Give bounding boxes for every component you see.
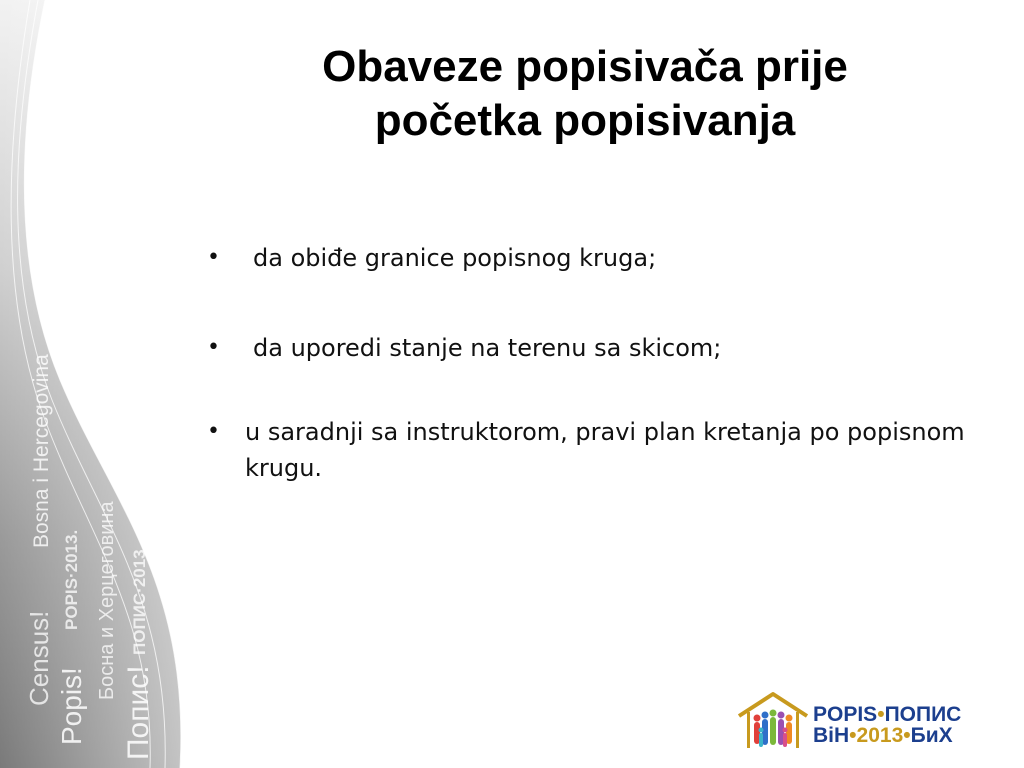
- logo-separator: •: [877, 703, 885, 726]
- side-text-census: Census!: [24, 610, 54, 706]
- slide-title-line-1: Obaveze popisivača prije: [322, 42, 848, 91]
- logo-text: [813, 704, 961, 746]
- logo-separator: •: [849, 724, 857, 747]
- logo-bih-latin: BiH: [813, 724, 850, 747]
- bullet-marker: •: [207, 245, 220, 270]
- side-text-bosna-i-hercegovina: Bosna i Hercegovina: [30, 354, 53, 548]
- logo-separator: •: [903, 724, 911, 747]
- bullet-item: [205, 240, 965, 276]
- slide-title: [200, 40, 970, 148]
- side-text-popis-2013: POPIS·2013.: [62, 529, 81, 630]
- side-text-popis-cyrillic: Попис!: [122, 665, 155, 760]
- census-logo: [735, 688, 985, 758]
- house-people-icon: [735, 688, 811, 758]
- logo-line-1: [813, 704, 961, 725]
- bullet-marker: •: [207, 419, 220, 444]
- side-text-popis: Popis!: [56, 667, 87, 745]
- side-text-bosna-i-hercegovina-cyrillic: Босна и Херцеговина: [96, 501, 118, 700]
- logo-popis-latin: POPIS: [813, 703, 878, 726]
- logo-popis-cyrillic: ПОПИС: [884, 703, 962, 726]
- bullet-text: da obiđe granice popisnog kruga;: [253, 244, 657, 272]
- bullet-item: [205, 330, 965, 366]
- bullet-text: da uporedi stanje na terenu sa skicom;: [253, 334, 722, 362]
- side-text-popis-2013-cyrillic: ПОПИС·2013.: [130, 544, 149, 655]
- bullet-item: [205, 414, 965, 486]
- bullet-text: u saradnji sa instruktorom, pravi plan kretanja po popisnom krugu.: [245, 418, 965, 482]
- logo-line-2: [813, 725, 961, 746]
- bullet-list: [205, 240, 965, 486]
- bullet-marker: •: [207, 335, 220, 360]
- slide-title-line-2: početka popisivanja: [374, 96, 796, 145]
- logo-year: 2013: [856, 724, 904, 747]
- logo-bih-cyrillic: БиХ: [910, 724, 953, 747]
